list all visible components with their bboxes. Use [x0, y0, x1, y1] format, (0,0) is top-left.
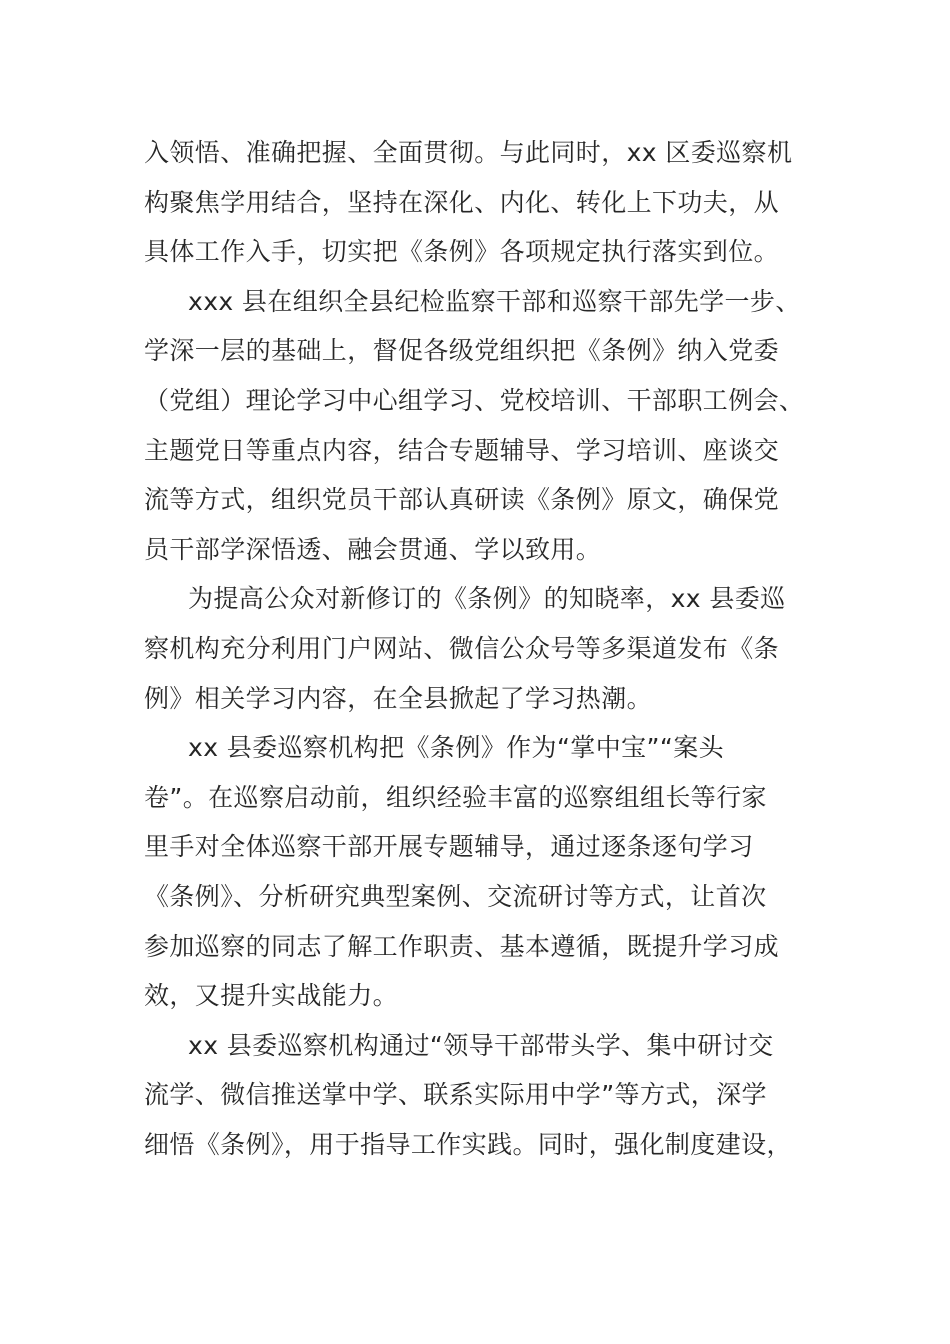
text-line: 效，又提升实战能力。	[144, 981, 399, 1011]
document-body	[144, 128, 805, 1169]
text-line: 《条例》、分析研究典型案例、交流研讨等方式，让首次	[144, 881, 767, 911]
paragraph-5	[144, 1021, 794, 1170]
text-line: 学深一层的基础上，督促各级党组织把《条例》纳入党委	[144, 336, 780, 366]
text-line: 为提高公众对新修订的《条例》的知晓率，xx 县委巡	[188, 584, 786, 614]
text-line: 主题党日等重点内容，结合专题辅导、学习培训、座谈交	[144, 435, 780, 465]
text-line: xx 县委巡察机构把《条例》作为“掌中宝”“案头	[188, 733, 724, 763]
paragraph-2	[144, 277, 805, 575]
text-line: 例》相关学习内容，在全县掀起了学习热潮。	[144, 683, 653, 713]
text-line: 具体工作入手，切实把《条例》各项规定执行落实到位。	[144, 237, 780, 267]
text-line: 流学、微信推送掌中学、联系实际用中学”等方式，深学	[144, 1080, 767, 1110]
text-line: 构聚焦学用结合，坚持在深化、内化、转化上下功夫，从	[144, 187, 780, 217]
text-line: 入领悟、准确把握、全面贯彻。与此同时，xx 区委巡察机	[144, 138, 793, 167]
text-line: xx 县委巡察机构通过“领导干部带头学、集中研讨交	[188, 1030, 774, 1060]
text-line: 里手对全体巡察干部开展专题辅导，通过逐条逐句学习	[144, 832, 754, 862]
text-line: 员干部学深悟透、融会贯通、学以致用。	[144, 534, 602, 564]
text-line: 卷”。在巡察启动前，组织经验丰富的巡察组组长等行家	[144, 782, 767, 812]
paragraph-1	[144, 128, 794, 277]
text-line: 察机构充分利用门户网站、微信公众号等多渠道发布《条	[144, 633, 780, 663]
paragraph-3	[144, 574, 794, 723]
text-line: （党组）理论学习中心组学习、党校培训、干部职工例会、	[144, 385, 805, 415]
text-line: 流等方式，组织党员干部认真研读《条例》原文，确保党	[144, 485, 780, 515]
text-line: 参加巡察的同志了解工作职责、基本遵循，既提升学习成	[144, 931, 780, 961]
text-line: 细悟《条例》，用于指导工作实践。同时，强化制度建设，	[144, 1129, 792, 1159]
text-line: xxx 县在组织全县纪检监察干部和巡察干部先学一步、	[188, 286, 801, 316]
paragraph-4	[144, 723, 794, 1021]
